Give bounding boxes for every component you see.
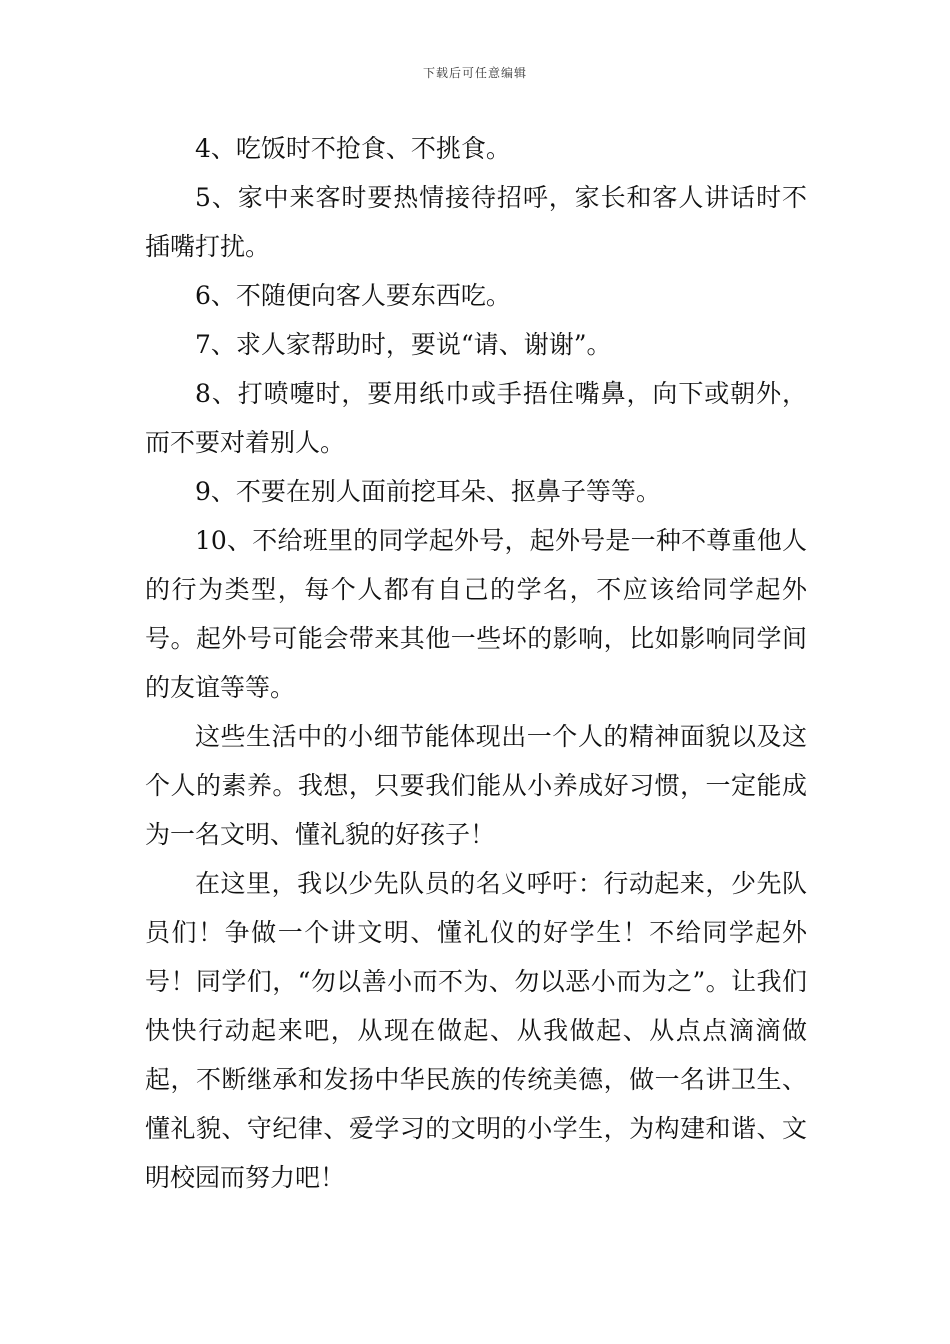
paragraph-summary: 这些生活中的小细节能体现出一个人的精神面貌以及这个人的素养。我想，只要我们能从小养成好习惯，一定能成为一名文明、懂礼貌的好孩子！	[145, 722, 807, 849]
paragraph-rule-7: 7、求人家帮助时，要说“请、谢谢”。	[195, 330, 612, 359]
paragraph-rule-5: 5、家中来客时要热情接待招呼，家长和客人讲话时不插嘴打扰。	[145, 183, 807, 261]
paragraph-appeal: 在这里，我以少先队员的名义呼吁：行动起来，少先队员们！争做一个讲文明、懂礼仪的好学生！不给同学起外号！同学们，“勿以善小而不为、勿以恶小而为之”。让我们快快行动起来吧，从现在做起、从我做起、从点点滴滴做起，不断继承和发扬中华民族的传统美德，做一名讲卫生、懂礼貌、守纪律、爱学习的文明的小学生，为构建和谐、文明校园而努力吧！	[145, 869, 807, 1192]
paragraph-rule-6: 6、不随便向客人要东西吃。	[195, 281, 511, 310]
paragraph-rule-9: 9、不要在别人面前挖耳朵、抠鼻子等等。	[195, 477, 661, 506]
paragraph-rule-8: 8、打喷嚏时，要用纸巾或手捂住嘴鼻，向下或朝外，而不要对着别人。	[145, 379, 807, 457]
paragraph-rule-10: 10、不给班里的同学起外号，起外号是一种不尊重他人的行为类型，每个人都有自己的学名，不应该给同学起外号。起外号可能会带来其他一些坏的影响，比如影响同学间的友谊等等。	[145, 526, 807, 702]
paragraph-rule-4: 4、吃饭时不抢食、不挑食。	[195, 134, 511, 163]
page-header: 下载后可任意编辑	[422, 66, 527, 80]
document-body	[145, 124, 807, 1202]
